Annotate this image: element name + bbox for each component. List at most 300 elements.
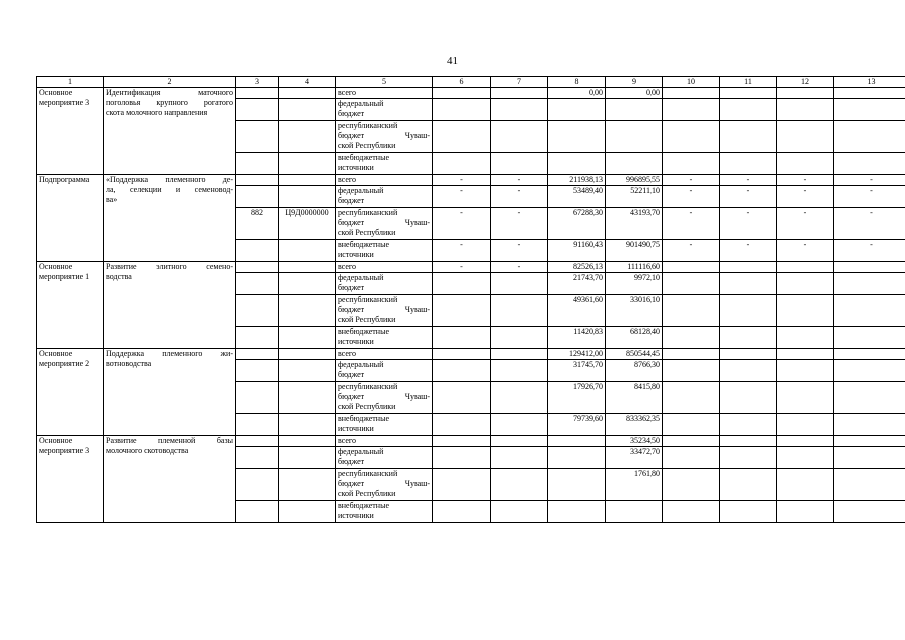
cell-line: мероприятие 3	[39, 98, 90, 107]
funding-source-cell: всего	[336, 262, 433, 273]
value-cell: 9972,10	[606, 273, 663, 295]
value-cell: 33016,10	[606, 295, 663, 327]
funding-source-cell	[336, 360, 433, 382]
value-cell	[720, 436, 777, 447]
column-header: 5	[336, 77, 433, 88]
value-cell: -	[834, 240, 905, 262]
value-cell: 1761,80	[606, 469, 663, 501]
funding-source-cell	[336, 186, 433, 208]
value-cell: -	[491, 262, 548, 273]
value-cell: -	[433, 262, 491, 273]
cell-line: республиканский	[338, 382, 398, 391]
value-cell	[834, 88, 905, 99]
value-cell: -	[663, 175, 720, 186]
funding-source-cell	[336, 208, 433, 240]
value-cell: 79739,60	[548, 414, 606, 436]
cell-line: ской Республики	[338, 228, 396, 237]
funding-source-cell	[336, 447, 433, 469]
cell-line: федеральный	[338, 186, 384, 195]
cell-line: источники	[338, 424, 374, 433]
value-cell	[433, 447, 491, 469]
value-cell	[834, 414, 905, 436]
value-cell: -	[491, 186, 548, 208]
value-cell	[433, 295, 491, 327]
cell-line: Подпрограмма	[39, 175, 90, 184]
cell-line: Развитие элитного семено-	[106, 262, 233, 271]
value-cell	[433, 273, 491, 295]
value-cell	[834, 295, 905, 327]
budget-code-cell	[279, 295, 336, 327]
value-cell: 68128,40	[606, 327, 663, 349]
section-name-cell	[104, 175, 236, 262]
funding-source-cell	[336, 273, 433, 295]
funding-source-cell	[336, 501, 433, 523]
value-cell: -	[834, 186, 905, 208]
cell-line: Идентификация маточного	[106, 88, 233, 97]
column-header: 2	[104, 77, 236, 88]
value-cell	[834, 121, 905, 153]
admin-code-cell	[236, 262, 279, 273]
value-cell: 52211,10	[606, 186, 663, 208]
value-cell	[834, 349, 905, 360]
column-number-row	[37, 77, 905, 88]
table-row	[37, 349, 905, 360]
section-type-cell	[37, 175, 104, 262]
value-cell: 996895,55	[606, 175, 663, 186]
value-cell	[491, 273, 548, 295]
cell-line: вотноводства	[106, 359, 152, 368]
section-name-cell	[104, 436, 236, 523]
value-cell	[491, 447, 548, 469]
value-cell: -	[834, 175, 905, 186]
value-cell: 211938,13	[548, 175, 606, 186]
value-cell	[663, 99, 720, 121]
value-cell	[720, 469, 777, 501]
cell-line: бюджет	[338, 457, 365, 466]
value-cell	[663, 327, 720, 349]
value-cell	[777, 469, 834, 501]
cell-line: бюджет	[338, 283, 365, 292]
value-cell	[491, 327, 548, 349]
value-cell: -	[433, 175, 491, 186]
cell-line: Основное	[39, 262, 73, 271]
admin-code-cell	[236, 88, 279, 99]
value-cell	[663, 360, 720, 382]
value-cell: -	[720, 186, 777, 208]
value-cell	[663, 153, 720, 175]
value-cell	[491, 469, 548, 501]
cell-line: мероприятие 2	[39, 359, 90, 368]
value-cell	[720, 153, 777, 175]
cell-line: республиканский	[338, 295, 398, 304]
admin-code-cell: 882	[236, 208, 279, 240]
value-cell	[548, 447, 606, 469]
cell-line: мероприятие 1	[39, 272, 90, 281]
cell-line: Развитие племенной базы	[106, 436, 233, 445]
value-cell	[663, 436, 720, 447]
column-header: 1	[37, 77, 104, 88]
value-cell	[433, 360, 491, 382]
value-cell: -	[777, 208, 834, 240]
value-cell	[834, 99, 905, 121]
admin-code-cell	[236, 501, 279, 523]
value-cell	[720, 327, 777, 349]
admin-code-cell	[236, 349, 279, 360]
column-header: 10	[663, 77, 720, 88]
admin-code-cell	[236, 436, 279, 447]
value-cell	[433, 349, 491, 360]
cell-line: ской Республики	[338, 141, 396, 150]
value-cell: -	[777, 175, 834, 186]
cell-line: источники	[338, 250, 374, 259]
cell-line: внебюджетные	[338, 501, 389, 510]
column-header: 7	[491, 77, 548, 88]
admin-code-cell	[236, 360, 279, 382]
cell-line: бюджет	[338, 109, 365, 118]
value-cell	[433, 153, 491, 175]
cell-line: ской Республики	[338, 402, 396, 411]
value-cell	[663, 414, 720, 436]
value-cell: 82526,13	[548, 262, 606, 273]
value-cell	[834, 501, 905, 523]
admin-code-cell	[236, 327, 279, 349]
cell-line: ской Республики	[338, 315, 396, 324]
value-cell	[720, 99, 777, 121]
value-cell	[834, 382, 905, 414]
value-cell: -	[491, 208, 548, 240]
value-cell	[491, 349, 548, 360]
value-cell	[720, 414, 777, 436]
value-cell	[663, 262, 720, 273]
value-cell: 31745,70	[548, 360, 606, 382]
admin-code-cell	[236, 447, 279, 469]
value-cell	[834, 360, 905, 382]
cell-line: бюджет	[338, 370, 365, 379]
value-cell	[433, 414, 491, 436]
funding-source-cell	[336, 153, 433, 175]
value-cell: 33472,70	[606, 447, 663, 469]
cell-line: республиканский	[338, 469, 398, 478]
budget-code-cell	[279, 121, 336, 153]
admin-code-cell	[236, 153, 279, 175]
value-cell: -	[777, 186, 834, 208]
value-cell: -	[663, 186, 720, 208]
value-cell: 11420,83	[548, 327, 606, 349]
funding-source-cell: всего	[336, 88, 433, 99]
value-cell	[491, 501, 548, 523]
value-cell	[720, 295, 777, 327]
value-cell	[663, 295, 720, 327]
cell-line: мероприятие 3	[39, 446, 90, 455]
value-cell: 129412,00	[548, 349, 606, 360]
value-cell: 0,00	[606, 88, 663, 99]
table-row	[37, 175, 905, 186]
value-cell	[663, 273, 720, 295]
value-cell	[777, 88, 834, 99]
cell-line: федеральный	[338, 447, 384, 456]
value-cell	[663, 349, 720, 360]
funding-source-cell: всего	[336, 349, 433, 360]
funding-source-cell: всего	[336, 436, 433, 447]
admin-code-cell	[236, 273, 279, 295]
value-cell	[433, 469, 491, 501]
value-cell: 67288,30	[548, 208, 606, 240]
cell-line: бюджет	[338, 196, 365, 205]
funding-source-cell	[336, 99, 433, 121]
value-cell: 53489,40	[548, 186, 606, 208]
budget-code-cell	[279, 186, 336, 208]
cell-line: бюджет Чуваш-	[338, 131, 430, 140]
value-cell	[720, 88, 777, 99]
value-cell	[834, 436, 905, 447]
value-cell: -	[663, 208, 720, 240]
value-cell: 8415,80	[606, 382, 663, 414]
cell-line: водства	[106, 272, 132, 281]
cell-line: поголовья крупного рогатого	[106, 98, 233, 107]
column-header: 4	[279, 77, 336, 88]
budget-code-cell	[279, 501, 336, 523]
value-cell	[663, 447, 720, 469]
budget-code-cell	[279, 153, 336, 175]
cell-line: источники	[338, 163, 374, 172]
admin-code-cell	[236, 186, 279, 208]
value-cell	[777, 414, 834, 436]
budget-code-cell: Ц9Д0000000	[279, 208, 336, 240]
value-cell	[433, 382, 491, 414]
admin-code-cell	[236, 240, 279, 262]
value-cell	[834, 262, 905, 273]
cell-line: федеральный	[338, 273, 384, 282]
table-body	[37, 77, 905, 523]
budget-code-cell	[279, 382, 336, 414]
value-cell	[720, 349, 777, 360]
value-cell	[491, 121, 548, 153]
value-cell	[777, 327, 834, 349]
value-cell: -	[433, 240, 491, 262]
value-cell	[491, 295, 548, 327]
section-name-cell	[104, 349, 236, 436]
column-header: 12	[777, 77, 834, 88]
value-cell	[834, 447, 905, 469]
value-cell: -	[491, 240, 548, 262]
cell-line: молочного скотоводства	[106, 446, 189, 455]
section-type-cell	[37, 88, 104, 175]
cell-line: бюджет Чуваш-	[338, 392, 430, 401]
table-row	[37, 88, 905, 99]
column-header: 11	[720, 77, 777, 88]
value-cell: 21743,70	[548, 273, 606, 295]
cell-line: Поддержка племенного жи-	[106, 349, 233, 358]
budget-code-cell	[279, 273, 336, 295]
value-cell: 0,00	[548, 88, 606, 99]
cell-line: внебюджетные	[338, 327, 389, 336]
budget-code-cell	[279, 447, 336, 469]
value-cell	[491, 88, 548, 99]
admin-code-cell	[236, 382, 279, 414]
value-cell	[720, 501, 777, 523]
table-row	[37, 262, 905, 273]
cell-line: Основное	[39, 349, 73, 358]
value-cell	[491, 360, 548, 382]
column-header: 13	[834, 77, 905, 88]
value-cell	[491, 414, 548, 436]
cell-line: федеральный	[338, 360, 384, 369]
value-cell: -	[491, 175, 548, 186]
value-cell	[777, 447, 834, 469]
value-cell: 35234,50	[606, 436, 663, 447]
value-cell	[720, 262, 777, 273]
cell-line: федеральный	[338, 99, 384, 108]
value-cell	[433, 121, 491, 153]
value-cell: 850544,45	[606, 349, 663, 360]
value-cell: -	[720, 208, 777, 240]
cell-line: республиканский	[338, 208, 398, 217]
value-cell	[606, 501, 663, 523]
value-cell	[491, 153, 548, 175]
column-header: 9	[606, 77, 663, 88]
cell-line: внебюджетные	[338, 414, 389, 423]
cell-line: бюджет Чуваш-	[338, 218, 430, 227]
value-cell	[491, 382, 548, 414]
funding-source-cell	[336, 121, 433, 153]
cell-line: внебюджетные	[338, 240, 389, 249]
admin-code-cell	[236, 99, 279, 121]
funding-source-cell: всего	[336, 175, 433, 186]
value-cell	[548, 153, 606, 175]
value-cell	[777, 262, 834, 273]
budget-code-cell	[279, 414, 336, 436]
section-type-cell	[37, 262, 104, 349]
value-cell	[491, 436, 548, 447]
value-cell	[777, 273, 834, 295]
value-cell	[433, 327, 491, 349]
value-cell	[606, 153, 663, 175]
value-cell	[606, 121, 663, 153]
value-cell: 49361,60	[548, 295, 606, 327]
value-cell: -	[834, 208, 905, 240]
value-cell: 111116,60	[606, 262, 663, 273]
value-cell	[834, 153, 905, 175]
cell-line: ской Республики	[338, 489, 396, 498]
value-cell	[606, 99, 663, 121]
page-number: 41	[447, 55, 458, 67]
column-header: 6	[433, 77, 491, 88]
funding-source-cell	[336, 469, 433, 501]
value-cell	[663, 88, 720, 99]
funding-source-cell	[336, 240, 433, 262]
section-name-cell	[104, 88, 236, 175]
program-funding-table	[36, 76, 905, 523]
funding-source-cell	[336, 414, 433, 436]
value-cell	[548, 99, 606, 121]
admin-code-cell	[236, 469, 279, 501]
cell-line: «Поддержка племенного де-	[106, 175, 233, 184]
value-cell: 901490,75	[606, 240, 663, 262]
admin-code-cell	[236, 295, 279, 327]
cell-line: бюджет Чуваш-	[338, 479, 430, 488]
cell-line: скота молочного направления	[106, 108, 208, 117]
value-cell	[663, 469, 720, 501]
value-cell: -	[433, 208, 491, 240]
funding-source-cell	[336, 295, 433, 327]
value-cell	[777, 295, 834, 327]
value-cell	[834, 469, 905, 501]
value-cell	[777, 501, 834, 523]
value-cell	[663, 121, 720, 153]
value-cell	[777, 360, 834, 382]
value-cell	[834, 273, 905, 295]
value-cell: -	[433, 186, 491, 208]
budget-code-cell	[279, 99, 336, 121]
cell-line: Основное	[39, 436, 73, 445]
cell-line: ла, селекции и семеновод-	[106, 185, 233, 194]
value-cell	[777, 382, 834, 414]
value-cell: 833362,35	[606, 414, 663, 436]
column-header: 8	[548, 77, 606, 88]
section-type-cell	[37, 349, 104, 436]
value-cell	[720, 382, 777, 414]
budget-code-cell	[279, 262, 336, 273]
value-cell	[433, 88, 491, 99]
section-name-cell	[104, 262, 236, 349]
budget-code-cell	[279, 469, 336, 501]
value-cell	[663, 501, 720, 523]
budget-code-cell	[279, 175, 336, 186]
value-cell: -	[663, 240, 720, 262]
admin-code-cell	[236, 121, 279, 153]
value-cell: -	[720, 240, 777, 262]
admin-code-cell	[236, 414, 279, 436]
budget-code-cell	[279, 436, 336, 447]
value-cell	[777, 153, 834, 175]
cell-line: республиканский	[338, 121, 398, 130]
value-cell	[548, 501, 606, 523]
budget-code-cell	[279, 88, 336, 99]
value-cell: 91160,43	[548, 240, 606, 262]
table-row	[37, 436, 905, 447]
cell-line: Основное	[39, 88, 73, 97]
value-cell	[777, 436, 834, 447]
value-cell: 17926,70	[548, 382, 606, 414]
budget-code-cell	[279, 327, 336, 349]
value-cell	[548, 436, 606, 447]
value-cell: 43193,70	[606, 208, 663, 240]
admin-code-cell	[236, 175, 279, 186]
value-cell	[720, 273, 777, 295]
value-cell	[433, 436, 491, 447]
funding-source-cell	[336, 327, 433, 349]
section-type-cell	[37, 436, 104, 523]
value-cell	[548, 121, 606, 153]
value-cell	[777, 349, 834, 360]
value-cell	[834, 327, 905, 349]
value-cell	[433, 501, 491, 523]
value-cell: -	[720, 175, 777, 186]
value-cell: 8766,30	[606, 360, 663, 382]
cell-line: источники	[338, 337, 374, 346]
value-cell	[663, 382, 720, 414]
funding-source-cell	[336, 382, 433, 414]
value-cell	[491, 99, 548, 121]
column-header: 3	[236, 77, 279, 88]
cell-line: ва»	[106, 195, 118, 204]
value-cell: -	[777, 240, 834, 262]
value-cell	[777, 99, 834, 121]
budget-code-cell	[279, 360, 336, 382]
budget-code-cell	[279, 349, 336, 360]
cell-line: бюджет Чуваш-	[338, 305, 430, 314]
value-cell	[548, 469, 606, 501]
